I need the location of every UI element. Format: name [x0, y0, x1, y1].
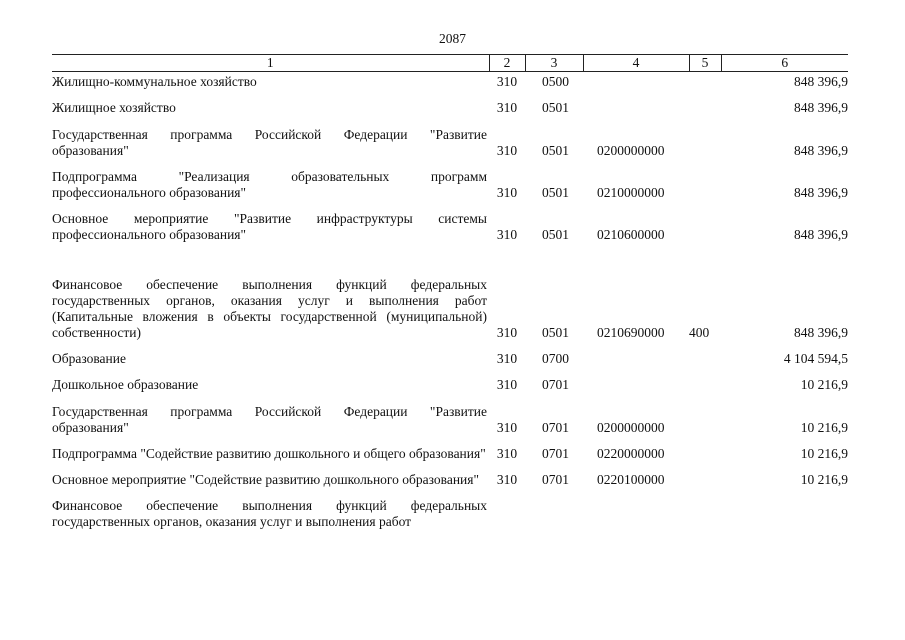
row-amount: 10 216,9 — [800, 446, 848, 461]
header-col-2: 2 — [489, 55, 525, 72]
row-vr — [689, 462, 721, 488]
row-vr — [689, 341, 721, 367]
row-target — [583, 488, 689, 530]
row-target: 0200000000 — [597, 143, 665, 158]
row-name: Дошкольное образование — [52, 377, 199, 392]
table-row — [52, 243, 848, 341]
header-col-5: 5 — [689, 55, 721, 72]
header-col-6: 6 — [721, 55, 848, 72]
header-col-3: 3 — [525, 55, 583, 72]
row-grbs: 310 — [496, 420, 518, 435]
row-grbs: 310 — [496, 227, 518, 242]
row-target — [583, 90, 689, 116]
row-name: Жилищно-коммунальное хозяйство — [52, 74, 257, 89]
row-name: Финансовое обеспечение выполнения функций федеральных государственных органов, оказания услуг и выполнения работ — [52, 498, 487, 529]
row-section: 0501 — [542, 143, 569, 158]
row-vr — [689, 436, 721, 462]
row-grbs: 310 — [496, 377, 518, 392]
row-name: Финансовое обеспечение выполнения функций федеральных государственных органов, оказания услуг и выполнения работ (Капитальные вложения в объекты государственной (муниципальной) собственности) — [52, 277, 487, 340]
row-target: 0210690000 — [597, 325, 665, 340]
row-amount — [721, 488, 848, 530]
row-target — [583, 367, 689, 393]
header-row — [52, 55, 848, 72]
row-amount: 848 396,9 — [794, 143, 848, 158]
row-grbs: 310 — [496, 351, 518, 366]
row-target — [583, 72, 689, 91]
row-section: 0501 — [542, 325, 569, 340]
row-vr: 400 — [689, 325, 710, 340]
row-target: 0200000000 — [597, 420, 665, 435]
row-section: 0501 — [542, 227, 569, 242]
row-target: 0210600000 — [597, 227, 665, 242]
header-col-1: 1 — [52, 55, 489, 72]
row-section: 0501 — [542, 185, 569, 200]
row-amount: 4 104 594,5 — [783, 351, 848, 366]
row-grbs — [489, 488, 525, 530]
table-row — [52, 159, 848, 201]
table-row — [52, 436, 848, 462]
row-grbs: 310 — [496, 472, 518, 487]
row-amount: 10 216,9 — [800, 472, 848, 487]
row-name: Основное мероприятие "Развитие инфраструктуры системы профессионального образования" — [52, 211, 487, 242]
table-row — [52, 462, 848, 488]
row-section: 0500 — [542, 74, 569, 89]
table-row — [52, 201, 848, 243]
row-target: 0220100000 — [597, 472, 665, 487]
row-vr — [689, 488, 721, 530]
row-name: Государственная программа Российской Федерации "Развитие образования" — [52, 404, 487, 435]
row-name: Основное мероприятие "Содействие развитию дошкольного образования" — [52, 472, 479, 487]
row-section: 0701 — [542, 420, 569, 435]
row-amount: 848 396,9 — [794, 74, 848, 89]
row-amount: 10 216,9 — [800, 377, 848, 392]
row-section: 0701 — [542, 446, 569, 461]
row-amount: 848 396,9 — [794, 185, 848, 200]
row-name: Жилищное хозяйство — [52, 100, 176, 115]
table-row — [52, 341, 848, 367]
row-target — [583, 341, 689, 367]
row-target: 0220000000 — [597, 446, 665, 461]
row-grbs: 310 — [496, 143, 518, 158]
row-vr — [689, 367, 721, 393]
row-vr — [689, 116, 721, 159]
row-grbs: 310 — [496, 100, 518, 115]
row-target: 0210000000 — [597, 185, 665, 200]
header-col-4: 4 — [583, 55, 689, 72]
row-grbs: 310 — [496, 325, 518, 340]
row-vr — [689, 201, 721, 243]
table-row — [52, 393, 848, 436]
row-grbs: 310 — [496, 74, 518, 89]
row-name: Образование — [52, 351, 126, 366]
row-section: 0701 — [542, 377, 569, 392]
row-name: Подпрограмма "Реализация образовательных программ профессионального образования" — [52, 169, 487, 200]
row-section: 0700 — [542, 351, 569, 366]
table-row — [52, 72, 848, 91]
row-grbs: 310 — [496, 446, 518, 461]
row-section: 0501 — [542, 100, 569, 115]
row-name: Подпрограмма "Содействие развитию дошкольного и общего образования" — [52, 446, 486, 461]
row-vr — [689, 72, 721, 91]
row-amount: 848 396,9 — [794, 227, 848, 242]
row-vr — [689, 90, 721, 116]
table-row — [52, 367, 848, 393]
budget-table — [52, 54, 848, 530]
row-amount: 848 396,9 — [794, 100, 848, 115]
row-amount: 848 396,9 — [794, 325, 848, 340]
table-row — [52, 90, 848, 116]
table-row — [52, 488, 848, 530]
row-name: Государственная программа Российской Федерации "Развитие образования" — [52, 127, 487, 158]
table-row — [52, 116, 848, 159]
page-number: 2087 — [439, 31, 466, 46]
row-vr — [689, 393, 721, 436]
row-section — [525, 488, 583, 530]
row-grbs: 310 — [496, 185, 518, 200]
row-vr — [689, 159, 721, 201]
row-amount: 10 216,9 — [800, 420, 848, 435]
row-section: 0701 — [542, 472, 569, 487]
